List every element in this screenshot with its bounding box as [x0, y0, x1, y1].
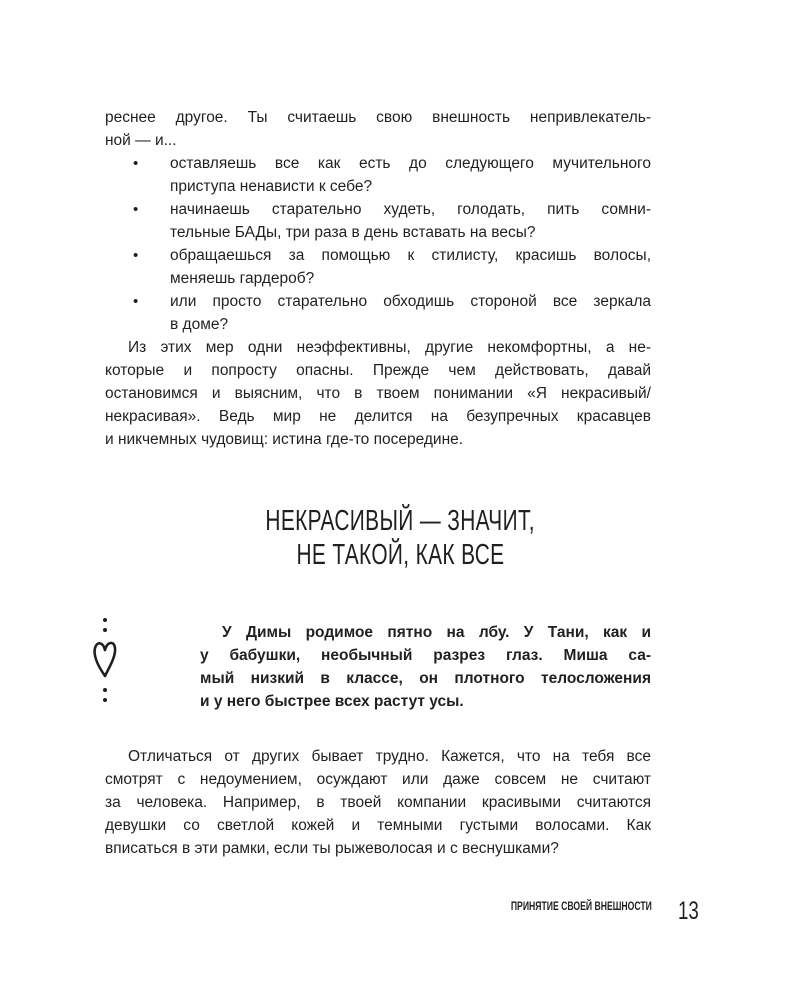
text-line: ной — и... [105, 132, 177, 149]
heart-icon [90, 612, 120, 708]
text-line: смотрят с недоумением, осуждают или даже совсем не считают [105, 771, 651, 788]
list-item-line: тельные БАДы, три раза в день вставать на весы? [170, 224, 536, 241]
section-heading [0, 504, 800, 538]
text-line: вписаться в эти рамки, если ты рыжеволосая и с веснушками? [105, 840, 559, 857]
list-item-line: обращаешься за помощью к стилисту, красишь волосы, [170, 247, 651, 264]
bullet-icon: • [133, 247, 139, 264]
text-line: и никчемных чудовищ: истина где-то посередине. [105, 431, 464, 448]
running-title-text: ПРИНЯТИЕ СВОЕЙ ВНЕШНОСТИ [510, 899, 652, 913]
list-item-line: или просто старательно обходишь стороной все зеркала [170, 293, 651, 310]
list-item-line: оставляешь все как есть до следующего мучительного [170, 155, 651, 172]
text-line: Отличаться от других бывает трудно. Кажется, что на тебя все [128, 748, 651, 765]
text-line: остановимся и выясним, что в твоем понимании «Я некрасивый/ [105, 385, 651, 402]
text-line: девушки со светлой кожей и темными густыми волосами. Как [105, 817, 651, 834]
bullet-icon: • [133, 201, 139, 218]
heading-line: НЕКРАСИВЫЙ — ЗНАЧИТ, [265, 505, 535, 537]
running-title [420, 899, 652, 913]
text-line: реснее другое. Ты считаешь свою внешность непривлекатель- [105, 109, 651, 126]
list-item-line: меняешь гардероб? [170, 270, 315, 287]
text-line: за человека. Например, в твоей компании красивыми считаются [105, 794, 651, 811]
page-number-text: 13 [678, 897, 699, 925]
bullet-icon: • [133, 293, 139, 310]
quote-line: У Димы родимое пятно на лбу. У Тани, как и [222, 624, 651, 641]
list-item-line: приступа ненависти к себе? [170, 178, 373, 195]
heading-line: НЕ ТАКОЙ, КАК ВСЕ [296, 539, 504, 571]
quote-line: мый низкий в классе, он плотного телосложения [200, 670, 651, 687]
bullet-icon: • [133, 155, 139, 172]
text-line: некрасивая». Ведь мир не делится на безупречных красавцев [105, 408, 651, 425]
page-number [678, 897, 706, 926]
text-line: Из этих мер одни неэффективны, другие некомфортны, а не- [128, 339, 651, 356]
list-item-line: начинаешь старательно худеть, голодать, пить сомни- [170, 201, 651, 218]
list-item-line: в доме? [170, 316, 229, 333]
quote-line: у бабушки, необычный разрез глаз. Миша са- [200, 647, 651, 664]
quote-line: и у него быстрее всех растут усы. [200, 693, 464, 710]
text-line: которые и попросту опасны. Прежде чем действовать, давай [105, 362, 651, 379]
section-heading [0, 538, 800, 572]
